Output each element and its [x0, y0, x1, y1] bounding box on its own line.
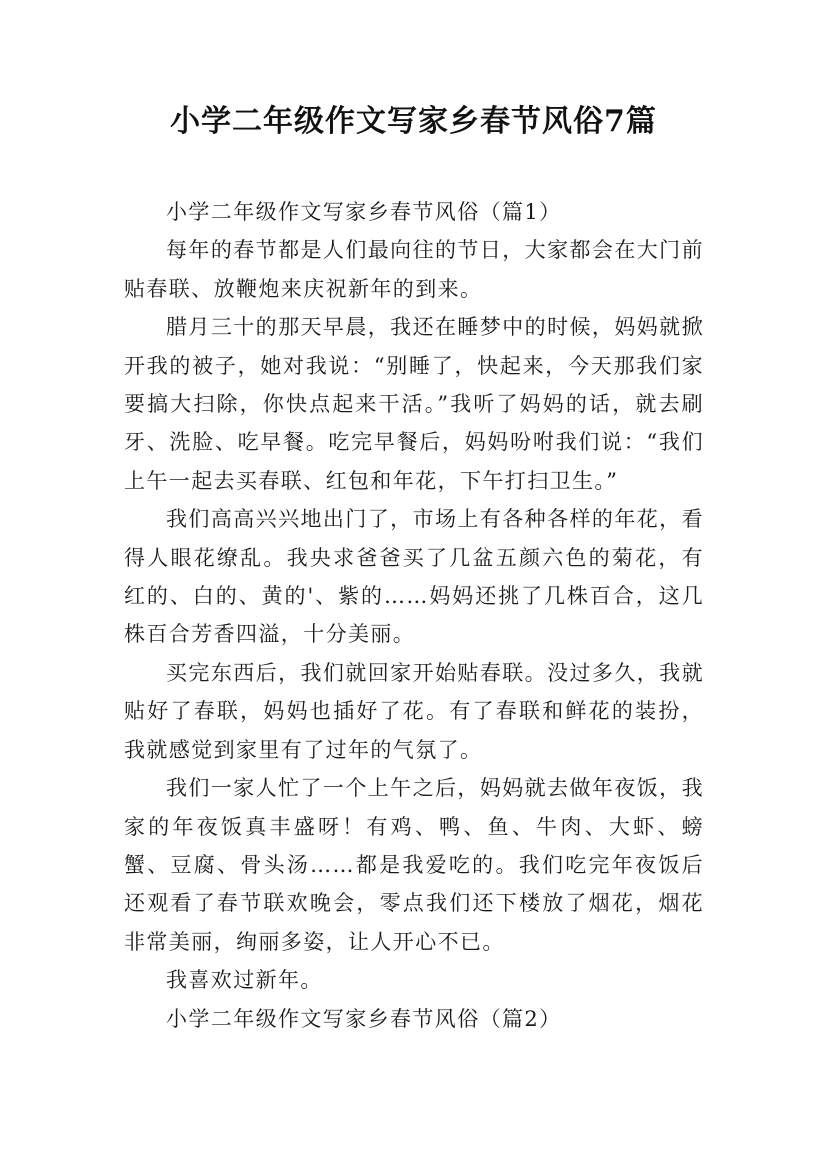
paragraph-6: 我喜欢过新年。 — [166, 968, 323, 993]
section-heading-1: 小学二年级作文写家乡春节风俗（篇1） — [166, 200, 562, 224]
document-title: 小学二年级作文写家乡春节风俗7篇 — [170, 104, 657, 139]
paragraph-5: 我们一家人忙了一个上午之后，妈妈就去做年夜饭，我家的年夜饭真丰盛呀！有鸡、鸭、鱼、牛肉、大虾、螃蟹、豆腐、骨头汤……都是我爱吃的。我们吃完年夜饭后还观看了春节联欢晚会，零点我们还下楼放了烟花，烟花非常美丽，绚丽多姿，让人开心不已。 — [124, 776, 704, 954]
paragraph-2: 腊月三十的那天早晨，我还在睡梦中的时候，妈妈就掀开我的被子，她对我说：“别睡了，快起来，今天那我们家要搞大扫除，你快点起来干活。”我听了妈妈的话，就去刷牙、洗脸、吃早餐。吃完早餐后，妈妈吩咐我们说：“我们上午一起去买春联、红包和年花，下午打扫卫生。” — [124, 315, 704, 493]
paragraph-3: 我们高高兴兴地出门了，市场上有各种各样的年花，看得人眼花缭乱。我央求爸爸买了几盆五颜六色的菊花，有红的、白的、黄的'、紫的……妈妈还挑了几株百合，这几株百合芳香四溢，十分美丽。 — [124, 507, 704, 647]
document-body — [124, 193, 704, 1038]
paragraph-1: 每年的春节都是人们最向往的节日，大家都会在大门前贴春联、放鞭炮来庆祝新年的到来。 — [124, 238, 704, 301]
section-heading-2: 小学二年级作文写家乡春节风俗（篇2） — [166, 1006, 562, 1031]
paragraph-4: 买完东西后，我们就回家开始贴春联。没过多久，我就贴好了春联，妈妈也插好了花。有了春联和鲜花的装扮，我就感觉到家里有了过年的气氛了。 — [124, 660, 704, 762]
